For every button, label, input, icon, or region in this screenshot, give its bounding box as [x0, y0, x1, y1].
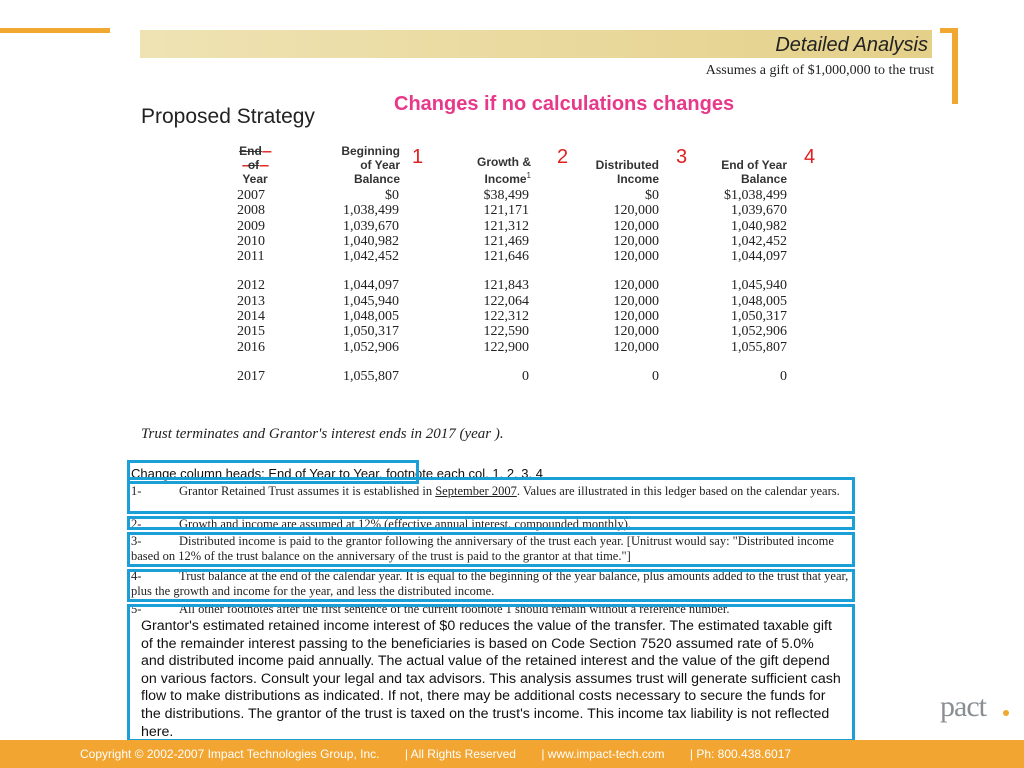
highlight-box-footnote-4 [127, 569, 855, 602]
cell-end-balance: 0 [780, 368, 787, 384]
cell-year: 2015 [237, 324, 265, 340]
cell-year: 2013 [237, 293, 265, 309]
cell-distributed-income: 120,000 [613, 324, 659, 340]
header-beginning-balance: Beginning of Year Balance [341, 144, 400, 186]
cell-distributed-income: 120,000 [613, 249, 659, 265]
table-row [225, 219, 795, 234]
cell-growth-income: $38,499 [483, 188, 529, 203]
cell-end-balance: 1,048,005 [731, 293, 787, 309]
annotation-note: Changes if no calculations changes [394, 93, 735, 115]
table-body [225, 188, 795, 384]
footer-website-link[interactable]: www.impact-tech.com [547, 747, 665, 761]
table-row [225, 188, 795, 203]
header-growth-income: Growth & Income$^1$ [477, 155, 531, 186]
footnote-5: 5- All other footnotes after the first sentence of the current footnote 1 should remain without a reference number. [131, 602, 730, 616]
cell-end-balance: 1,045,940 [731, 278, 787, 294]
cell-distributed-income: 120,000 [613, 278, 659, 294]
cell-growth-income: 122,900 [483, 339, 529, 355]
cell-growth-income: 121,646 [483, 249, 529, 265]
cell-distributed-income: 120,000 [613, 233, 659, 249]
cell-year: 2016 [237, 339, 265, 355]
cell-beginning-balance: 1,040,982 [343, 233, 399, 249]
footer-copyright: Copyright © 2002-2007 Impact Technologies Group, Inc. [80, 747, 380, 761]
footer-separator: | [541, 747, 545, 761]
cell-growth-income: 122,590 [483, 324, 529, 340]
cell-growth-income: 122,312 [483, 309, 529, 325]
column-number-4: 4 [804, 146, 816, 168]
cell-distributed-income: 0 [652, 368, 659, 384]
cell-distributed-income: 120,000 [613, 218, 659, 234]
cell-beginning-balance: 1,050,317 [343, 324, 399, 340]
column-number-1: 1 [412, 146, 424, 168]
highlight-box-footnote-3 [127, 532, 855, 567]
footnote-heading: Change column heads: End of Year to Year, footnote each col. 1, 2, 3, 4 [131, 466, 543, 481]
cell-distributed-income: 120,000 [613, 203, 659, 219]
ledger-table [225, 142, 795, 384]
cell-end-balance: 1,050,317 [731, 309, 787, 325]
footer-phone: Ph: 800.438.6017 [696, 747, 792, 761]
cell-year: 2008 [237, 203, 265, 219]
cell-distributed-income: $0 [645, 188, 659, 203]
cell-end-balance: 1,039,670 [731, 203, 787, 219]
cell-beginning-balance: 1,052,906 [343, 339, 399, 355]
cell-beginning-balance: 1,045,940 [343, 293, 399, 309]
footer-separator: | [689, 747, 693, 761]
row-gap [225, 355, 795, 369]
cell-end-balance: 1,040,982 [731, 218, 787, 234]
cell-year: 2009 [237, 218, 265, 234]
company-logo: pact [940, 690, 986, 723]
table-row [225, 234, 795, 249]
footer-rights: All Rights Reserved [410, 747, 516, 761]
cell-end-balance: 1,042,452 [731, 233, 787, 249]
cell-beginning-balance: 1,039,670 [343, 218, 399, 234]
page-subtitle: Assumes a gift of $1,000,000 to the trust [705, 63, 934, 78]
footer-bar [0, 740, 1024, 768]
cell-distributed-income: 120,000 [613, 339, 659, 355]
table-row [225, 340, 795, 355]
footer-separator: | [404, 747, 408, 761]
cell-beginning-balance: 1,042,452 [343, 249, 399, 265]
cell-year: 2011 [237, 249, 265, 265]
table-row [225, 249, 795, 264]
cell-beginning-balance: 1,038,499 [343, 203, 399, 219]
footnote-4: 4- Trust balance at the end of the calendar year. It is equal to the beginning of the year balance, plus amounts added to the trust that year, plus the growth and income for the year, and less the distributed income. [131, 569, 849, 598]
disclaimer-paragraph: Grantor's estimated retained income interest of $0 reduces the value of the transfer. The estimated taxable gift of the remainder interest passing to the beneficiaries is based on Code Section 7520 assumed rate of 5.0% and distributed income paid annually. The actual value of the retained interest and the value of the gift depend on various factors. Consult your legal and tax advisors. This analysis assumes trust will generate sufficient cash flow to make distributions as indicated. If not, there may be additional costs necessary to secure the funds for the distributions. The grantor of the trust is taxed on the trust's income. This income tax liability is not reflected here. [141, 618, 841, 740]
row-gap [225, 264, 795, 278]
section-title: Proposed Strategy [141, 105, 315, 128]
cell-distributed-income: 120,000 [613, 293, 659, 309]
column-number-3: 3 [676, 146, 688, 168]
cell-year: 2017 [237, 368, 265, 384]
table-row [225, 294, 795, 309]
footnote-2: 2- Growth and income are assumed at 12% (effective annual interest, compounded monthly). [131, 517, 632, 531]
header-distributed-income: Distributed Income [595, 158, 659, 186]
header-year: End--- --of--- Year [239, 144, 271, 186]
table-row [225, 369, 795, 384]
decorative-bar-right [952, 28, 958, 104]
cell-growth-income: 121,469 [483, 233, 529, 249]
logo-dot [1003, 710, 1009, 716]
footnote-3: 3- Distributed income is paid to the grantor following the anniversary of the trust each year. [Unitrust would say: "Distributed income based on 12% of the trust balance on the anniversary of the trust is paid to the grantor at that time."] [131, 534, 834, 563]
column-number-2: 2 [557, 146, 569, 168]
table-row [225, 203, 795, 218]
page-title: Detailed Analysis [775, 34, 928, 56]
highlight-box-footnote-1 [127, 477, 855, 514]
cell-growth-income: 121,171 [483, 203, 529, 219]
cell-end-balance: 1,052,906 [731, 324, 787, 340]
cell-growth-income: 121,312 [483, 218, 529, 234]
cell-year: 2010 [237, 233, 265, 249]
cell-beginning-balance: $0 [385, 188, 399, 203]
table-row [225, 278, 795, 293]
cell-end-balance: 1,044,097 [731, 249, 787, 265]
cell-growth-income: 0 [522, 368, 529, 384]
cell-year: 2014 [237, 309, 265, 325]
highlight-box-footnote-5 [127, 604, 855, 742]
table-row [225, 309, 795, 324]
footnote-1: 1- Grantor Retained Trust assumes it is established in September 2007. Values are illustrated in this ledger based on the calendar years. [131, 484, 840, 498]
cell-beginning-balance: 1,055,807 [343, 368, 399, 384]
date-link: September 2007 [435, 484, 517, 498]
highlight-box-footnote-2 [127, 516, 855, 530]
header-end-balance: End of Year Balance [721, 158, 787, 186]
cell-year: 2007 [237, 188, 265, 203]
cell-beginning-balance: 1,044,097 [343, 278, 399, 294]
cell-beginning-balance: 1,048,005 [343, 309, 399, 325]
cell-growth-income: 122,064 [483, 293, 529, 309]
cell-end-balance: $1,038,499 [724, 188, 787, 203]
decorative-bar-left [0, 28, 110, 33]
table-header [225, 142, 795, 188]
cell-growth-income: 121,843 [483, 278, 529, 294]
cell-distributed-income: 120,000 [613, 309, 659, 325]
cell-year: 2012 [237, 278, 265, 294]
table-row [225, 324, 795, 339]
cell-end-balance: 1,055,807 [731, 339, 787, 355]
terminates-note: Trust terminates and Grantor's interest ends in 2017 (year ). [141, 426, 504, 442]
